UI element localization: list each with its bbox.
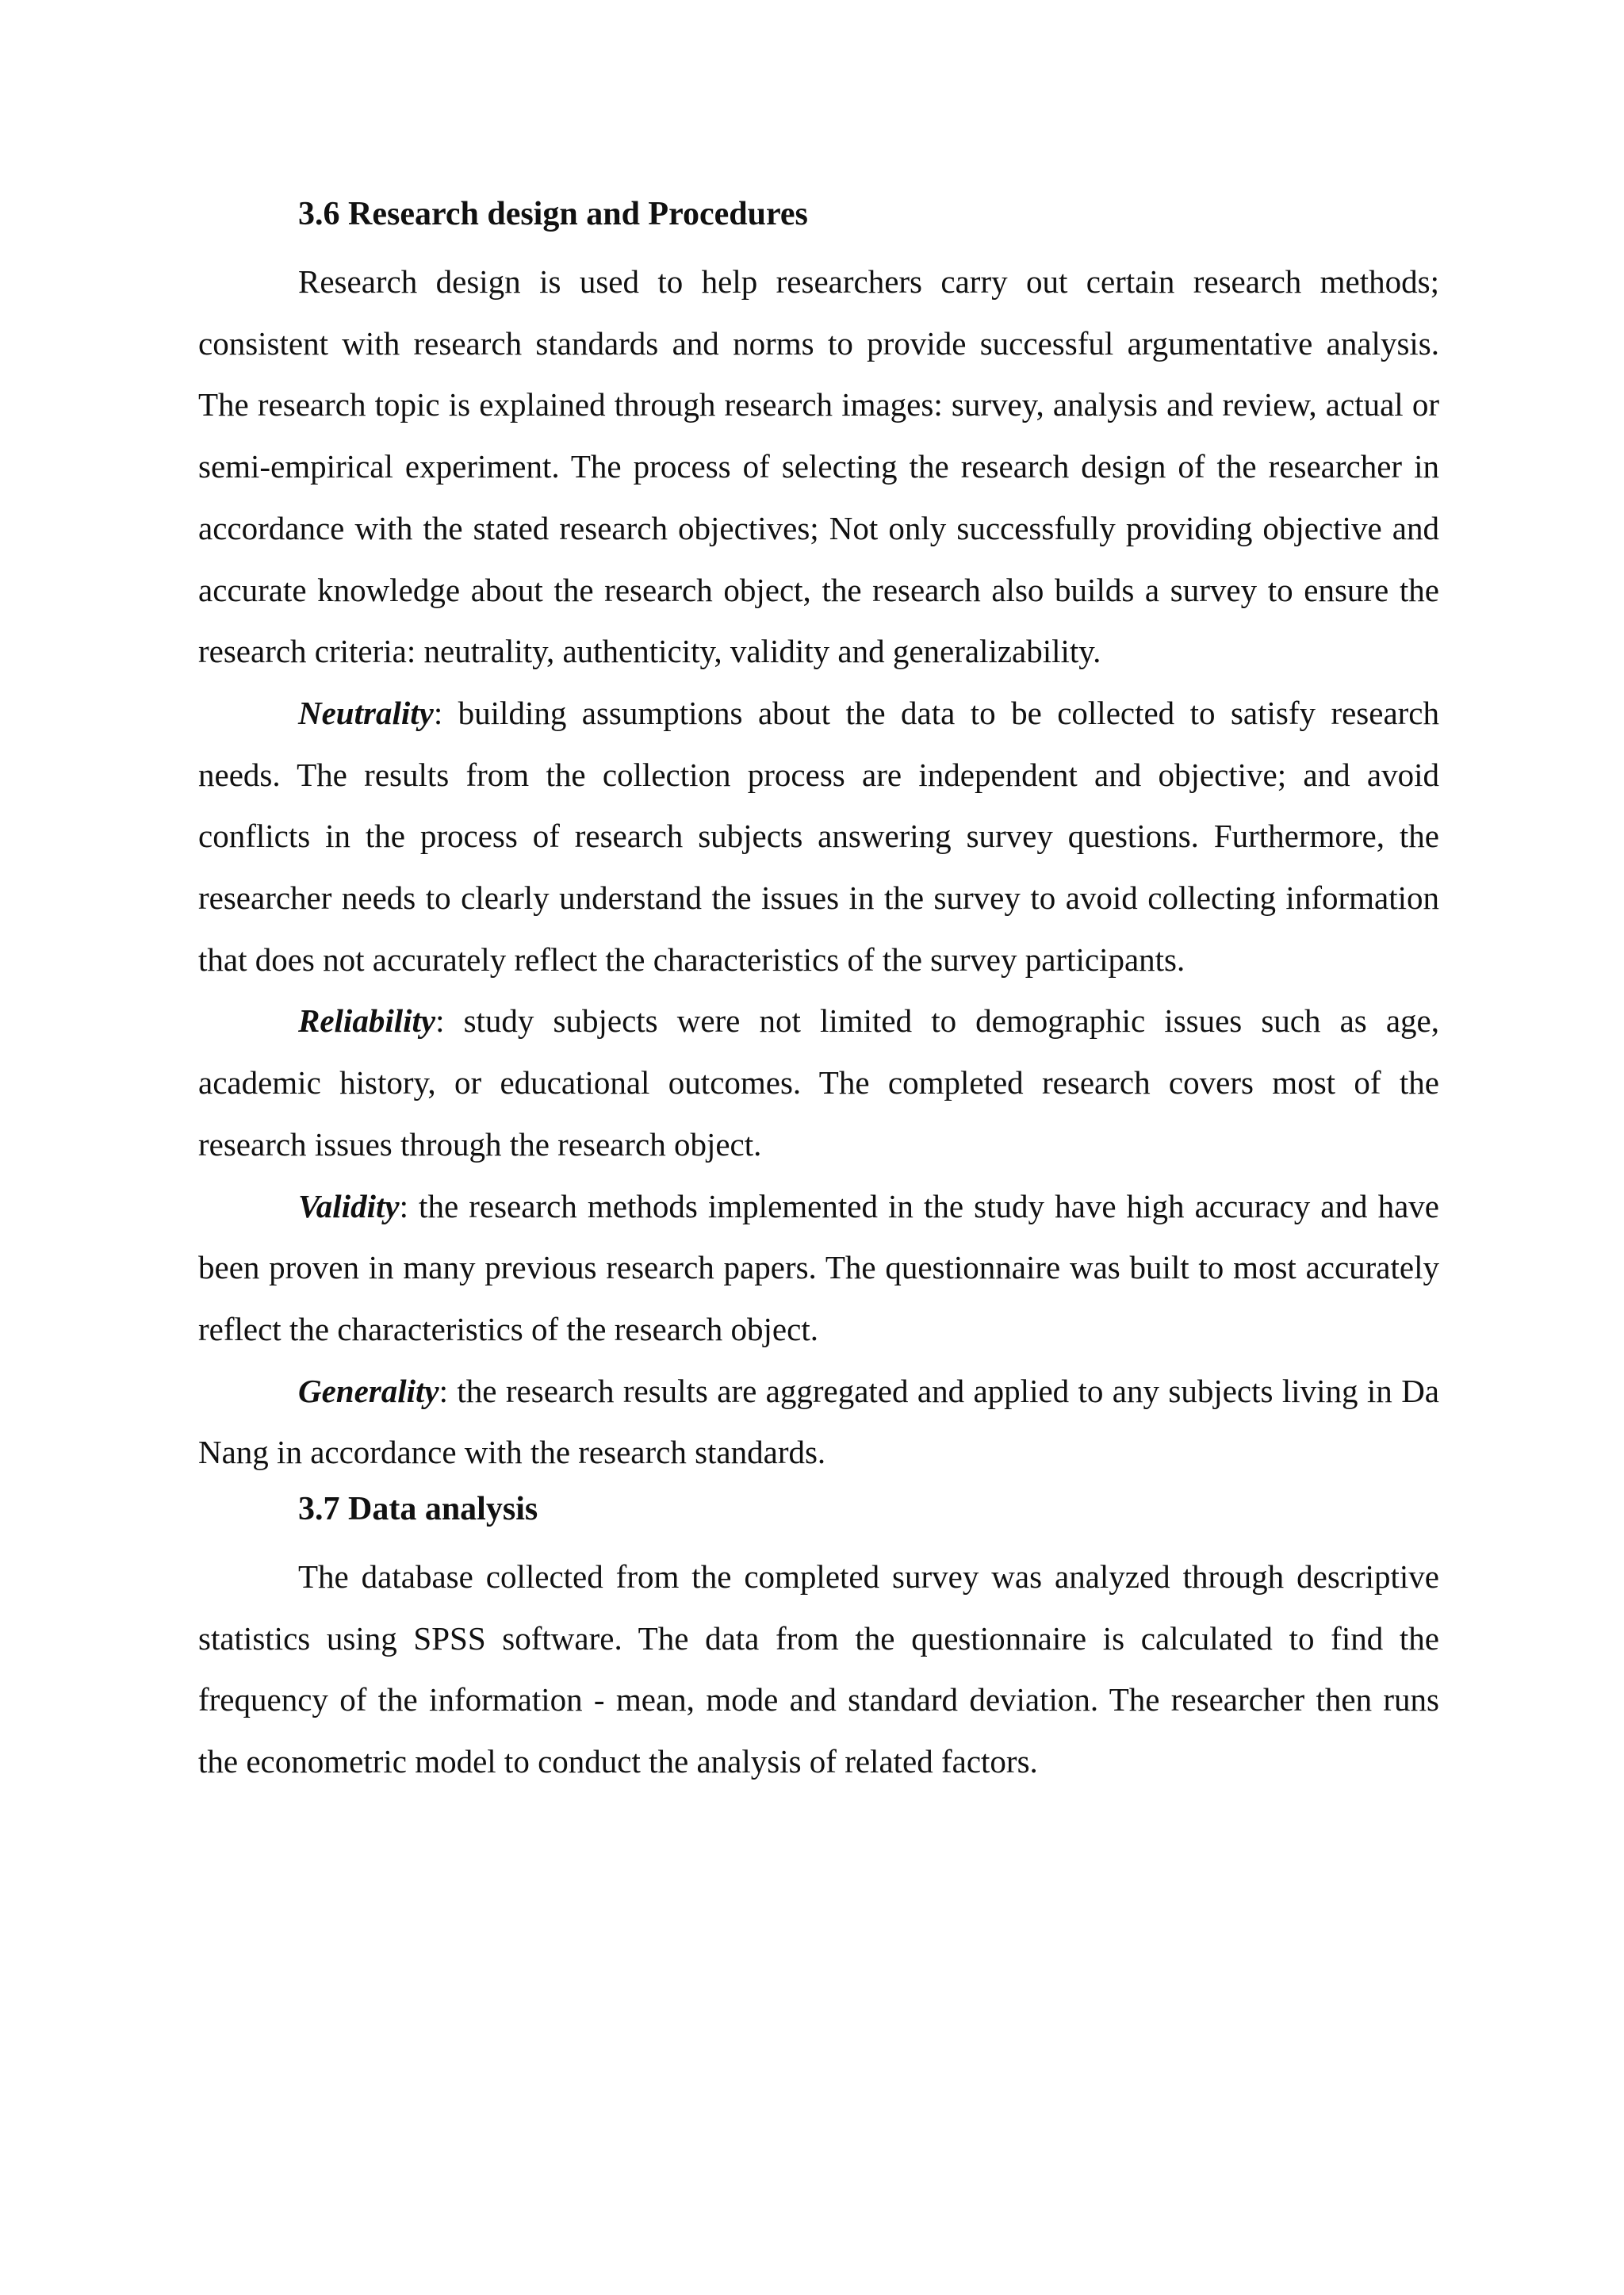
criterion-text: : the research methods implemented in the study have high accuracy and have been proven in many previous research papers. The questionnaire was built to most accurately reflect the characteristics of the research object. [198,1187,1439,1347]
criterion-text: : building assumptions about the data to be collected to satisfy research needs. The results from the collection process are independent and objective; and avoid conflicts in the process of research subjects answering survey questions. Furthermore, the researcher needs to clearly understand the issues in the survey to avoid collecting information that does not accurately reflect the characteristics of the survey participants. [198,694,1439,978]
criterion-generality-paragraph [198,1361,1439,1484]
section-3-6-intro-paragraph: Research design is used to help researchers carry out certain research methods; consistent with research standards and norms to provide successful argumentative analysis. The research topic is explained through research images: survey, analysis and review, actual or semi-empirical experiment. The process of selecting the research design of the researcher in accordance with the stated research objectives; Not only successfully providing objective and accurate knowledge about the research object, the research also builds a survey to ensure the research criteria: neutrality, authenticity, validity and generalizability. [198,263,1439,670]
criterion-term: Validity [298,1187,400,1224]
criterion-term: Generality [298,1372,439,1409]
criterion-text: : the research results are aggregated and applied to any subjects living in Da Nang in accordance with the research standards. [198,1372,1439,1471]
criterion-term: Reliability [298,1002,436,1040]
section-heading-3-7: 3.7 Data analysis [298,1491,538,1528]
criterion-term: Neutrality [298,694,434,731]
document-body [198,190,1439,1793]
criterion-reliability-paragraph [198,990,1439,1175]
section-3-7-body-paragraph: The database collected from the completed survey was analyzed through descriptive statistics using SPSS software. The data from the questionnaire is calculated to find the frequency of the information - mean, mode and standard deviation. The researcher then runs the econometric model to conduct the analysis of related factors. [198,1558,1439,1780]
criterion-text: : study subjects were not limited to demographic issues such as age, academic history, or educational outcomes. The completed research covers most of the research issues through the research object. [198,1002,1439,1163]
criterion-validity-paragraph [198,1176,1439,1361]
section-heading-3-6: 3.6 Research design and Procedures [298,196,808,232]
criterion-neutrality-paragraph [198,683,1439,991]
